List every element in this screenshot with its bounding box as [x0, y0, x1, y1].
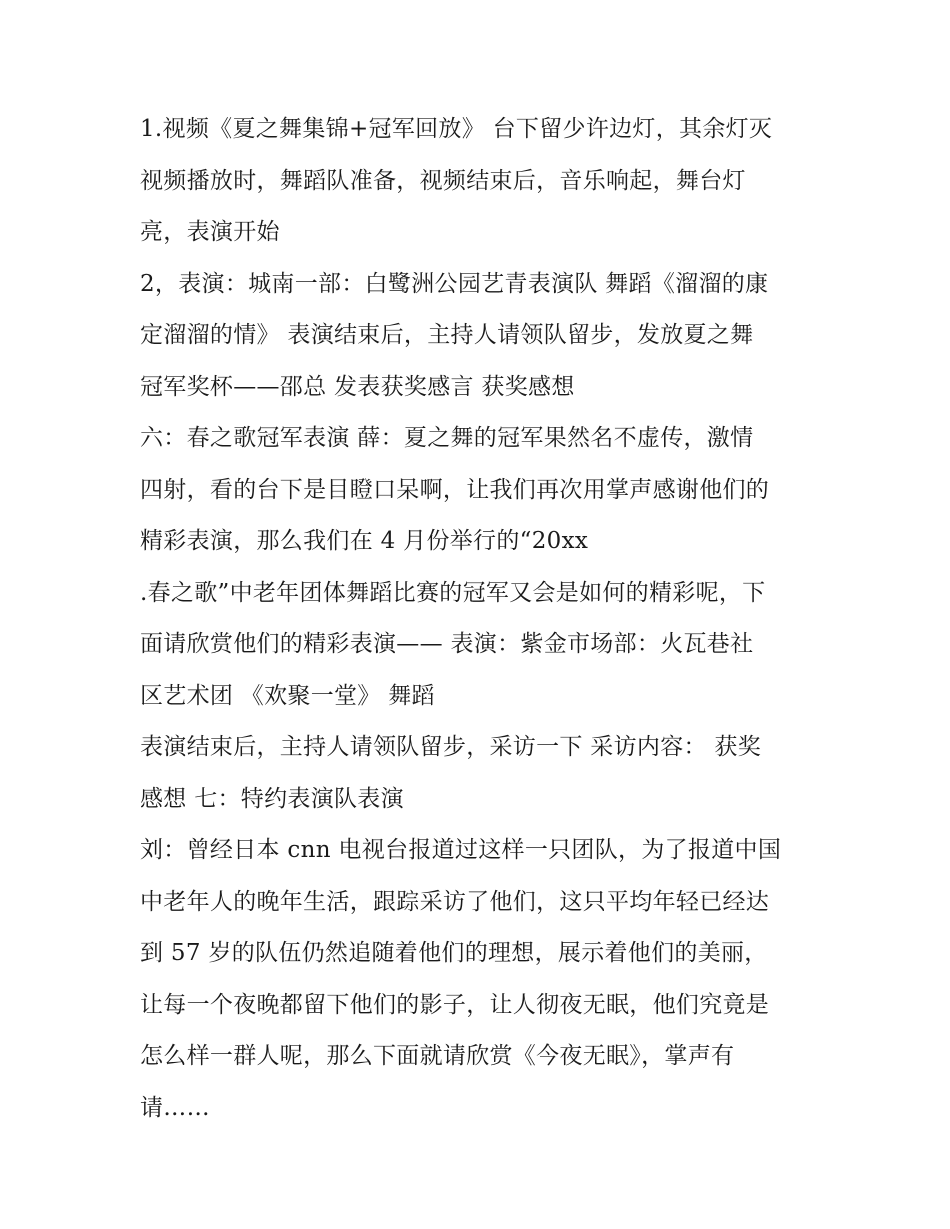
- text-line: 2，表演：城南一部：白鹭洲公园艺青表演队 舞蹈《溜溜的康: [140, 270, 769, 297]
- text-line: 定溜溜的情》 表演结束后，主持人请领队留步，发放夏之舞: [140, 322, 754, 348]
- text-line: 六：春之歌冠军表演 薛：夏之舞的冠军果然名不虚传，激情: [140, 425, 754, 451]
- text-line: 精彩表演，那么我们在 4 月份举行的“20xx: [140, 528, 589, 554]
- document-page: [140, 104, 840, 1134]
- text-line: 1.视频《夏之舞集锦+冠军回放》 台下留少许边灯，其余灯灭: [140, 116, 773, 142]
- text-line: 让每一个夜晚都留下他们的影子，让人彻夜无眠，他们究竟是: [140, 991, 770, 1018]
- text-line: 四射，看的台下是目瞪口呆啊，让我们再次用掌声感谢他们的: [140, 476, 770, 503]
- text-line: 刘：曾经日本 cnn 电视台报道过这样一只团队，为了报道中国: [140, 837, 782, 863]
- text-line: .春之歌”中老年团体舞蹈比赛的冠军又会是如何的精彩呢，下: [140, 579, 766, 606]
- text-line: 视频播放时，舞蹈队准备，视频结束后，音乐响起，舞台灯: [140, 167, 746, 194]
- text-line: 冠军奖杯——邵总 发表获奖感言 获奖感想: [140, 373, 575, 400]
- text-line: 表演结束后，主持人请领队留步，采访一下 采访内容： 获奖: [140, 734, 762, 760]
- text-line: 感想 七：特约表演队表演: [140, 785, 404, 812]
- text-line: 请……: [140, 1094, 210, 1121]
- text-line: 中老年人的晚年生活，跟踪采访了他们，这只平均年轻已经达: [140, 888, 770, 915]
- text-line: 亮，表演开始: [140, 219, 280, 245]
- text-line: 面请欣赏他们的精彩表演—— 表演：紫金市场部：火瓦巷社: [140, 631, 754, 657]
- text-line: 到 57 岁的队伍仍然追随着他们的理想，展示着他们的美丽，: [140, 940, 768, 966]
- text-line: 怎么样一群人呢，那么下面就请欣赏《今夜无眠》，掌声有: [140, 1043, 735, 1069]
- text-line: 区艺术团 《欢聚一堂》 舞蹈: [140, 682, 435, 709]
